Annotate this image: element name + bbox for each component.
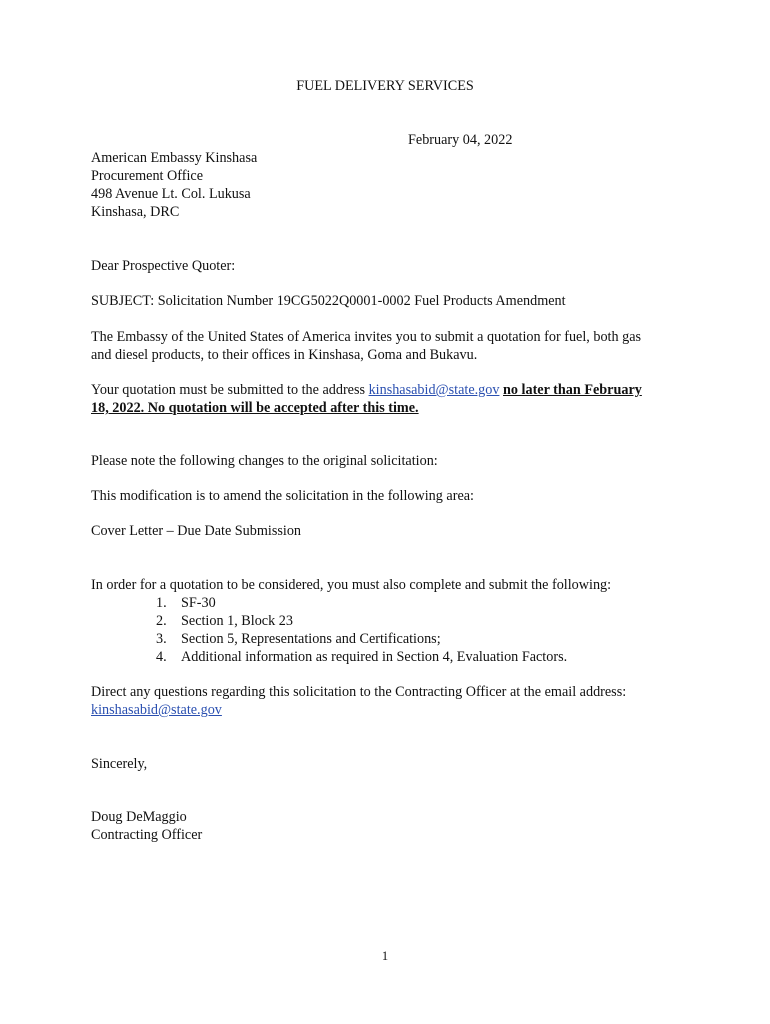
subject-line: SUBJECT: Solicitation Number 19CG5022Q0001-0002 Fuel Products Amendment xyxy=(91,293,566,309)
amended-area: Cover Letter – Due Date Submission xyxy=(91,523,302,539)
intro-line-2: and diesel products, to their offices in Kinshasa, Goma and Bukavu. xyxy=(91,347,478,363)
requirements-intro: In order for a quotation to be considered, you must also complete and submit the following: xyxy=(91,577,612,593)
address-line-4: Kinshasa, DRC xyxy=(91,204,180,220)
modification-note: This modification is to amend the solicitation in the following area: xyxy=(91,488,474,504)
deadline-text-1: no later than February xyxy=(503,382,642,398)
address-line-2: Procurement Office xyxy=(91,168,204,184)
valediction: Sincerely, xyxy=(91,756,148,772)
intro-line-1: The Embassy of the United States of America invites you to submit a quotation for fuel, both gas xyxy=(91,329,642,345)
address-line-1: American Embassy Kinshasa xyxy=(91,150,258,166)
changes-note: Please note the following changes to the original solicitation: xyxy=(91,453,438,469)
list-item: 4. Additional information as required in Section 4, Evaluation Factors. xyxy=(156,649,568,665)
questions-line-2 xyxy=(91,701,222,719)
page-number: 1 xyxy=(381,949,389,963)
letter-date: February 04, 2022 xyxy=(408,132,513,148)
questions-email-link[interactable]: kinshasabid@state.gov xyxy=(91,702,222,718)
list-item: 2. Section 1, Block 23 xyxy=(156,613,293,629)
submission-line-2 xyxy=(91,399,419,417)
submission-email-link[interactable]: kinshasabid@state.gov xyxy=(368,382,500,398)
submission-prefix: Your quotation must be submitted to the address xyxy=(91,382,369,398)
signer-title: Contracting Officer xyxy=(91,827,203,843)
salutation: Dear Prospective Quoter: xyxy=(91,258,236,274)
document-title: FUEL DELIVERY SERVICES xyxy=(296,78,474,94)
address-line-3: 498 Avenue Lt. Col. Lukusa xyxy=(91,186,251,202)
deadline-text-2: 18, 2022. No quotation will be accepted after this time. xyxy=(91,400,419,416)
questions-line-1: Direct any questions regarding this solicitation to the Contracting Officer at the email address: xyxy=(91,684,627,700)
list-item: 1. SF-30 xyxy=(156,595,216,611)
submission-line-1 xyxy=(91,381,642,399)
list-item: 3. Section 5, Representations and Certifications; xyxy=(156,631,441,647)
signer-name: Doug DeMaggio xyxy=(91,809,187,825)
